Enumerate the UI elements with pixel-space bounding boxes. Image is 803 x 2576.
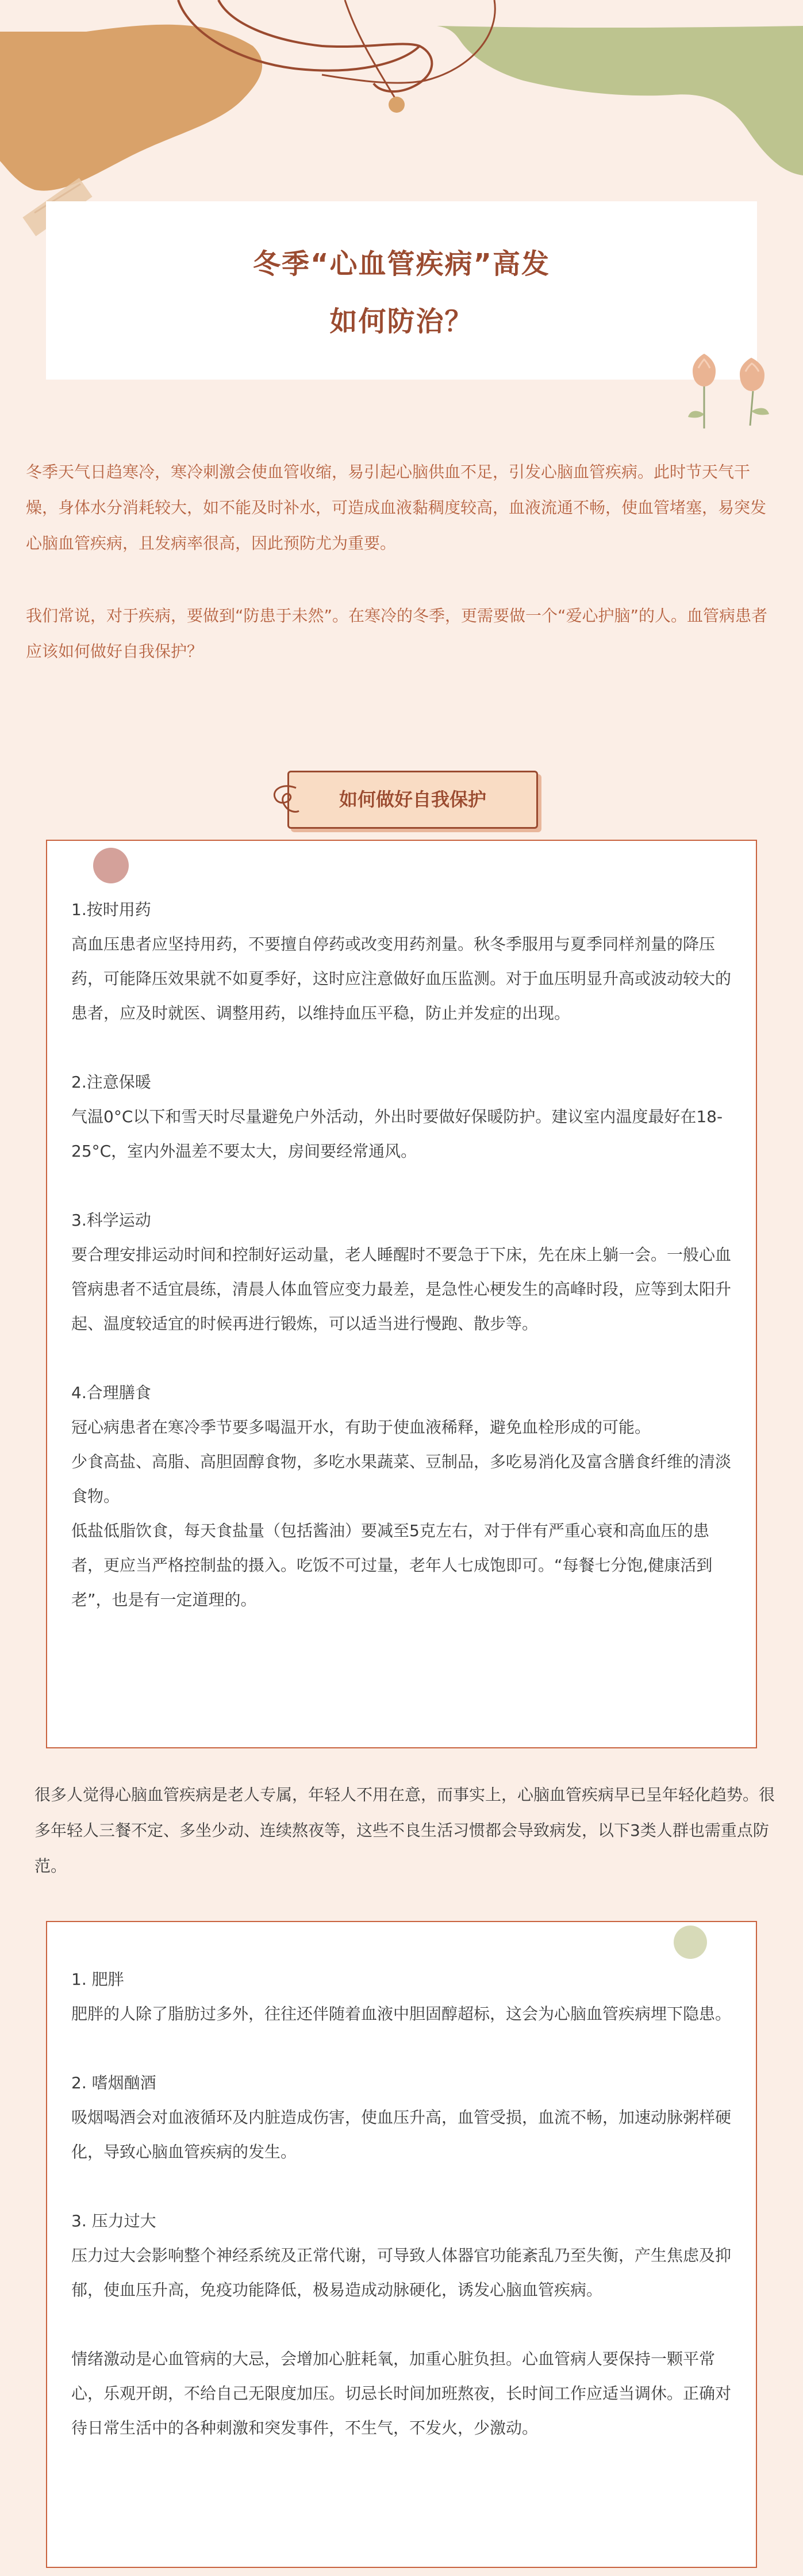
- title-card: [46, 201, 757, 380]
- risk-groups-list: [71, 1962, 732, 2480]
- tip-text: 低盐低脂饮食，每天食盐量（包括酱油）要减至5克左右，对于伴有严重心衰和高血压的患者，更应当严格控制盐的摄入。吃饭不可过量，老年人七成饱即可。“每餐七分饱,健康活到老”，也是有一定道理的。: [71, 1521, 713, 1609]
- orange-blob: [0, 25, 262, 191]
- risk-text: 吸烟喝酒会对血液循环及内脏造成伤害，使血压升高，血管受损，血流不畅，加速动脉粥样硬化，导致心脑血管疾病的发生。: [71, 2108, 732, 2161]
- risk-text: 肥胖的人除了脂肪过多外，往往还伴随着血液中胆固醇超标，这会为心脑血管疾病埋下隐患。: [71, 2004, 732, 2023]
- tip-text: 高血压患者应坚持用药，不要擅自停药或改变用药剂量。秋冬季服用与夏季同样剂量的降压药，可能降压效果就不如夏季好，这时应注意做好血压监测。对于血压明显升高或波动较大的患者，应及时就医、调整用药，以维持血压平稳，防止并发症的出现。: [71, 935, 732, 1023]
- section-title: 如何做好自我保护: [339, 789, 486, 810]
- intro-paragraph-1: 冬季天气日趋寒冷，寒冷刺激会使血管收缩，易引起心脑供血不足，引发心脑血管疾病。此时节天气干燥，身体水分消耗较大，如不能及时补水，可造成血液黏稠度较高，血液流通不畅，使血管堵塞，易突发心脑血管疾病，且发病率很高，因此预防尤为重要。: [26, 462, 767, 553]
- pendant-dot: [389, 97, 405, 113]
- risk-block: [71, 1962, 732, 2031]
- page-title-line-1: 冬季“心血管疾病”高发: [252, 248, 551, 280]
- risk-groups-box: [46, 1921, 757, 2568]
- self-protection-list: [71, 893, 732, 1652]
- tip-heading: 4.合理膳食: [71, 1383, 151, 1402]
- section-title-badge: [264, 771, 540, 834]
- tip-text: 要合理安排运动时间和控制好运动量，老人睡醒时不要急于下床，先在床上躺一会。一般心血管病患者不适宜晨练，清晨人体血管应变力最差，是急性心梗发生的高峰时段，应等到太阳升起、温度较适宜的时候再进行锻炼，可以适当进行慢跑、散步等。: [71, 1245, 732, 1333]
- tip-block: [71, 1203, 732, 1341]
- tip-text: 少食高盐、高脂、高胆固醇食物，多吃水果蔬菜、豆制品，多吃易消化及富含膳食纤维的清淡食物。: [71, 1452, 732, 1506]
- self-protection-box: [46, 840, 757, 1748]
- intro-paragraph-2: 我们常说，对于疾病，要做到“防患于未然”。在寒冷的冬季，更需要做一个“爱心护脑”的人。血管病患者应该如何做好自我保护？: [26, 606, 768, 661]
- tip-text: 冠心病患者在寒冷季节要多喝温开水，有助于使血液稀释，避免血栓形成的可能。: [71, 1418, 651, 1437]
- tip-block: [71, 1065, 732, 1169]
- closing-block: [71, 2342, 732, 2445]
- middle-paragraph: 很多人觉得心脑血管疾病是老人专属，年轻人不用在意，而事实上，心脑血管疾病早已呈年轻化趋势。很多年轻人三餐不定、多坐少动、连续熬夜等，这些不良生活习惯都会导致病发，以下3类人群也需重点防范。: [34, 1785, 775, 1875]
- tip-block: [71, 1376, 732, 1617]
- risk-heading: 1. 肥胖: [71, 1970, 124, 1989]
- tip-heading: 3.科学运动: [71, 1211, 151, 1230]
- risk-text: 压力过大会影响整个神经系统及正常代谢，可导致人体器官功能紊乱乃至失衡，产生焦虑及抑郁，使血压升高，免疫功能降低，极易造成动脉硬化，诱发心脑血管疾病。: [71, 2246, 732, 2299]
- header-decoration: [0, 0, 803, 196]
- tip-heading: 1.按时用药: [71, 900, 151, 919]
- risk-heading: 2. 嗜烟酗酒: [71, 2073, 156, 2092]
- swirl-line-3: [345, 0, 397, 101]
- risk-block: [71, 2204, 732, 2307]
- decorative-dot: [93, 848, 129, 883]
- page-title-line-2: 如何防治？: [329, 305, 474, 338]
- tip-block: [71, 893, 732, 1031]
- loop-icon: [264, 779, 305, 820]
- risk-heading: 3. 压力过大: [71, 2211, 156, 2230]
- tip-text: 气温0°C以下和雪天时尽量避免户外活动，外出时要做好保暖防护。建议室内温度最好在18-25°C，室内外温差不要太大，房间要经常通风。: [71, 1107, 723, 1161]
- flower-icon: [675, 351, 785, 431]
- risk-block: [71, 2066, 732, 2169]
- section-title-pill: [287, 771, 538, 829]
- tip-heading: 2.注意保暖: [71, 1073, 151, 1092]
- closing-text: 情绪激动是心血管病的大忌，会增加心脏耗氧，加重心脏负担。心血管病人要保持一颗平常心，乐观开朗，不给自己无限度加压。切忌长时间加班熬夜，长时间工作应适当调休。正确对待日常生活中的各种刺激和突发事件，不生气，不发火，少激动。: [71, 2349, 732, 2437]
- green-blob: [437, 26, 803, 175]
- decorative-dot: [674, 1926, 707, 1959]
